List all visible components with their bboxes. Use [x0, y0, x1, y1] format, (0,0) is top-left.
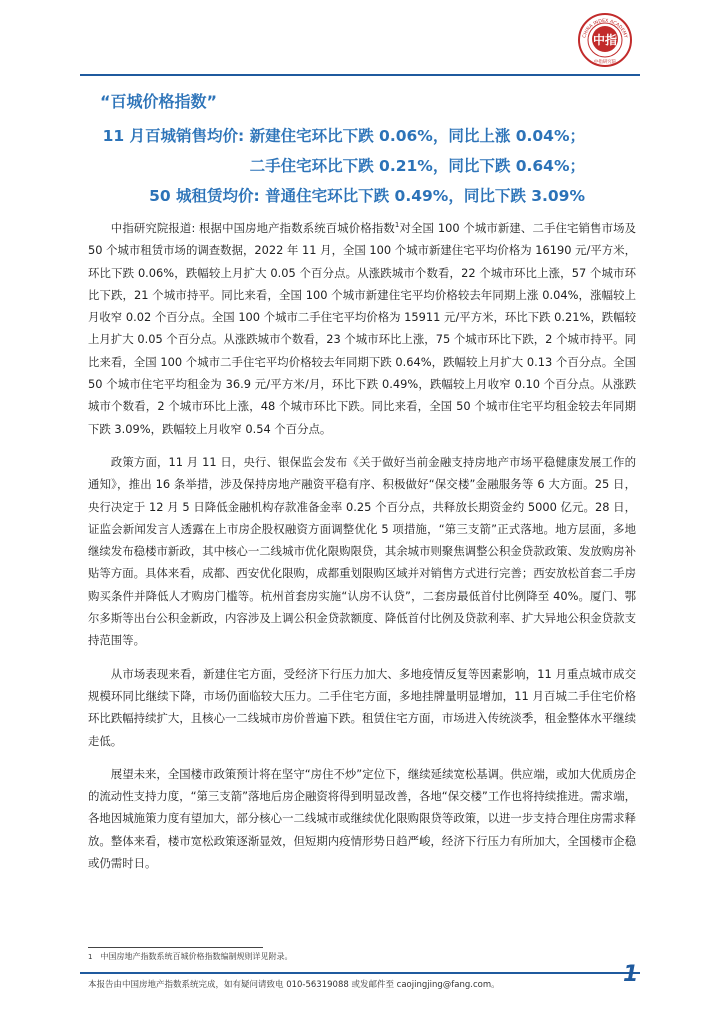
footnote-number: 1: [88, 953, 93, 961]
page-number: 1: [623, 962, 639, 987]
header-rule: [80, 74, 640, 76]
paragraph-policy: 政策方面，11 月 11 日，央行、银保监会发布《关于做好当前金融支持房地产市场平稳健康发展工作的通知》，推出 16 条举措，涉及保持房地产融资平稳有序、积极做好“保交楼”金融服务等 6 大方面。25 日，央行决定于 12 月 5 日降低金融机构存款准备金率 0.25 个百分点，共释放长期资金约 5000 亿元。28 日，证监会新闻发言人透露在上市房企股权融资方面调整优化 5 项措施，“第三支箭”正式落地。地方层面，多地继续发布稳楼市新政，其中核心一二线城市优化限购限贷，其余城市则聚焦调整公积金贷款政策、发放购房补贴等方面。具体来看，成都、西安优化限购，成都重划限购区域并对销售方式进行完善；西安放松首套二手房购买条件并降低人才购房门槛等。杭州首套房实施“认房不认贷”，二套房最低首付比例降至 40%。厦门、鄂尔多斯等出台公积金新政，内容涉及上调公积金贷款额度、降低首付比例及贷款利率、扩大异地公积金贷款支持范围等。: [88, 454, 636, 648]
logo-center-text: 中指: [592, 33, 618, 47]
paragraph-outlook: 展望未来，全国楼市政策预计将在坚守“房住不炒”定位下，继续延续宽松基调。供应端，或加大优质房企的流动性支持力度，“第三支箭”落地后房企融资将得到明显改善，各地“保交楼”工作也将持续推进。需求端，各地因城施策力度有望加大，部分核心一二线城市或继续优化限购限贷等政策，以进一步支持合理住房需求释放。整体来看，楼市宽松政策逐渐显效，但短期内疫情形势日趋严峻，经济下行压力有所加大，全国楼市企稳或仍需时日。: [88, 766, 636, 871]
headline-new-home-price: 11 月百城销售均价: 新建住宅环比下跌 0.06%，同比上涨 0.04%；: [102, 127, 585, 145]
headline-second-hand-price: 二手住宅环比下跌 0.21%，同比下跌 0.64%；: [249, 157, 585, 175]
china-index-academy-logo: [577, 12, 633, 68]
footnote-ref: 1: [394, 221, 400, 230]
footer-rule: [80, 972, 640, 974]
logo-bottom-text: 中指研究院: [593, 60, 617, 65]
paragraph-summary-lead: 中指研究院报道: 根据中国房地产指数系统百城价格指数: [110, 221, 395, 235]
paragraph-summary-text: 对全国 100 个城市新建、二手住宅销售市场及 50 个城市租赁市场的调查数据，2022 年 11 月，全国 100 个城市新建住宅平均价格为 16190 元/平方米，环比下跌 0.06%，跌幅较上月扩大 0.05 个百分点。从涨跌城市个数看，22 个城市环比上涨，57 个城市环比下跌，21 个城市持平。同比来看，全国 100 个城市新建住宅平均价格较去年同期上涨 0.04%，涨幅较上月收窄 0.02 个百分点。全国 100 个城市二手住宅平均价格为 15911 元/平方米，环比下跌 0.21%，跌幅较上月扩大 0.05 个百分点。从涨跌城市个数看，23 个城市环比上涨，75 个城市环比下跌，2 个城市持平。同比来看，全国 100 个城市二手住宅平均价格较去年同期下跌 0.64%，跌幅较上月扩大 0.13 个百分点。全国 50 个城市住宅平均租金为 36.9 元/平方米/月，环比下跌 0.49%，跌幅较上月收窄 0.10 个百分点。从涨跌城市个数看，2 个城市环比上涨，48 个城市环比下跌。同比来看，全国 50 个城市住宅平均租金较去年同期下跌 3.09%，跌幅较上月收窄 0.54 个百分点。: [88, 221, 637, 436]
footnote: [88, 951, 292, 962]
footnote-text: 中国房地产指数系统百城价格指数编制规则详见附录。: [100, 952, 293, 961]
paragraph-summary: [88, 217, 636, 440]
paragraph-market: 从市场表现来看，新建住宅方面，受经济下行压力加大、多地疫情反复等因素影响，11 月重点城市成交规模环同比继续下降，市场仍面临较大压力。二手住宅方面，多地挂牌量明显增加，11 月百城二手住宅价格环比跌幅持续扩大，且核心一二线城市房价普遍下跌。租赁住宅方面，市场进入传统淡季，租金整体水平继续走低。: [88, 666, 636, 748]
headline-rental-price: 50 城租赁均价: 普通住宅环比下跌 0.49%，同比下跌 3.09%: [149, 187, 585, 205]
footnote-rule: [88, 947, 263, 948]
article-body: [88, 217, 636, 885]
footer-note: 本报告由中国房地产指数系统完成，如有疑问请致电 010-56319088 或发邮件至 caojingjing@fang.com。: [88, 980, 500, 990]
logo-ring-text: CHINA INDEX ACADEMY: [582, 18, 628, 39]
section-title: “百城价格指数”: [100, 92, 218, 111]
